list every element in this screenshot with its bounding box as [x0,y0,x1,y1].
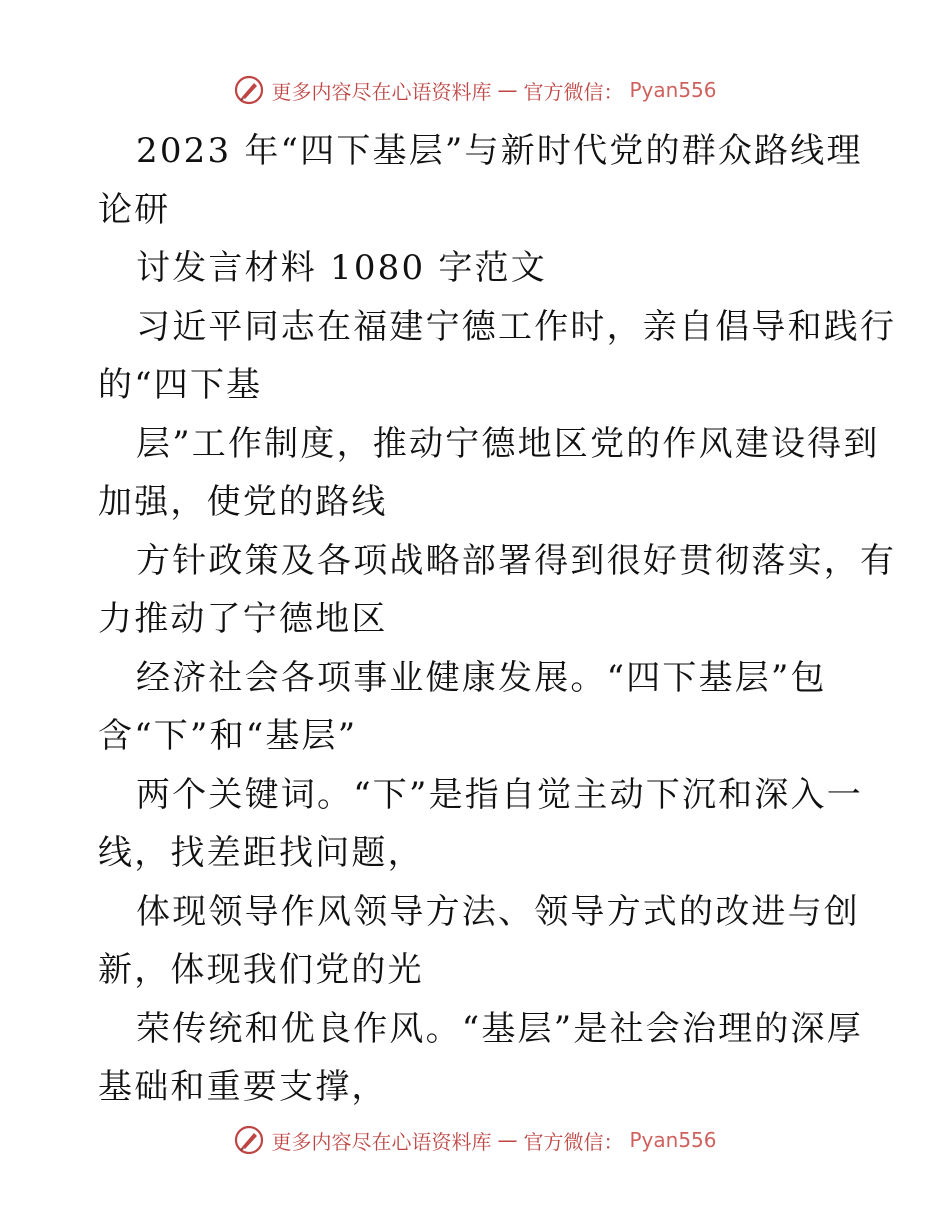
text-line: 新，体现我们党的光 [98,950,424,990]
text-line: 方针政策及各项战略部署得到很好贯彻落实，有 [136,540,897,581]
text-line: 基础和重要支撑， [98,1067,388,1107]
watermark-text: 更多内容尽在心语资料库 [271,1129,492,1154]
text-line: 加强，使党的路线 [98,482,388,522]
text-line: 习近平同志在福建宁德工作时，亲自倡导和践行 [136,306,897,347]
pen-logo-icon [233,1124,265,1156]
pen-logo-icon [233,74,265,106]
watermark-text: 更多内容尽在心语资料库 [271,79,492,104]
watermark-account: Pyan556 [629,78,717,102]
text-line: 体现领导作风领导方法、领导方式的改进与创 [136,891,860,932]
text-line: 经济社会各项事业健康发展。“四下基层”包 [136,657,827,698]
text-line: 荣传统和优良作风。“基层”是社会治理的深厚 [136,1008,863,1049]
text-line: 线，找差距找问题， [98,833,424,873]
text-line: 讨发言材料 1080 字范文 [136,248,547,288]
document-body [98,122,897,1117]
text-line: 2023 年“四下基层”与新时代党的群众路线理 [136,131,863,171]
watermark-separator: — [497,78,518,102]
text-line: 论研 [98,189,171,230]
watermark-wechat-label: 官方微信： [523,79,624,104]
text-line: 力推动了宁德地区 [98,599,388,639]
watermark-wechat-label: 官方微信： [523,1129,624,1154]
text-line: 层”工作制度，推动宁德地区党的作风建设得到 [136,423,880,464]
watermark-separator: — [497,1128,518,1152]
text-line: 含“下”和“基层” [98,716,358,756]
header-watermark [0,70,950,110]
footer-watermark [0,1120,950,1160]
text-line: 两个关键词。“下”是指自觉主动下沉和深入一 [136,774,863,815]
text-line: 的“四下基 [98,365,263,405]
watermark-account: Pyan556 [629,1128,717,1152]
